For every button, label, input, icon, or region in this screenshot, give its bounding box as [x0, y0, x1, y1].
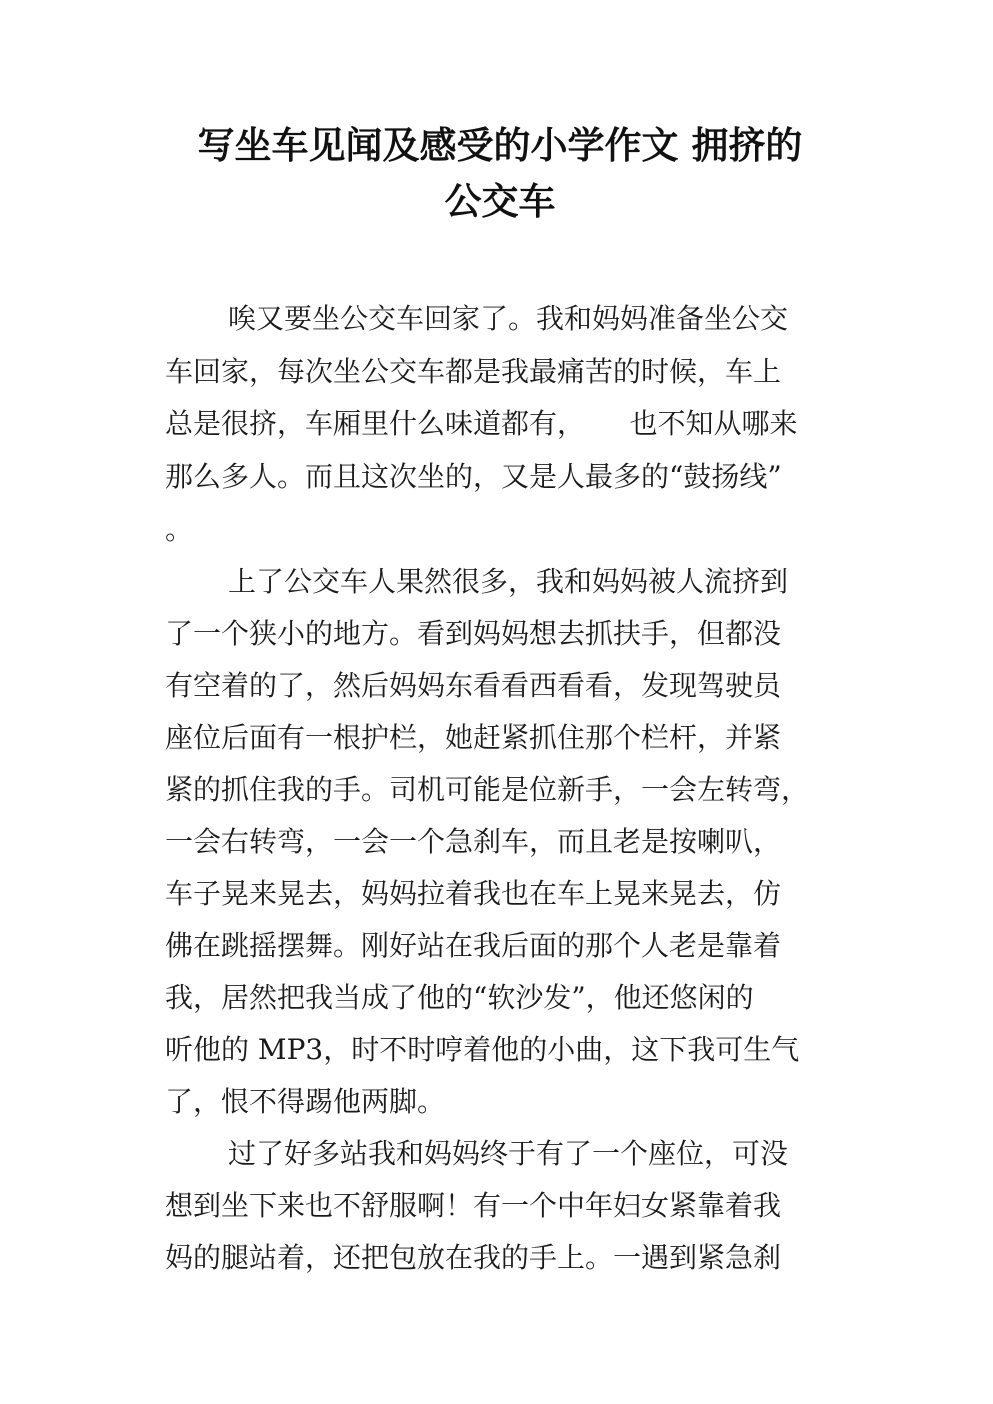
paragraph-2-line-6: 一会右转弯，一会一个急刹车，而且老是按喇叭， [165, 825, 782, 858]
paragraph-2-line-11: 了，恨不得踢他两脚。 [165, 1085, 446, 1118]
paragraph-2-line-1: 上了公交车人果然很多，我和妈妈被人流挤到 [228, 565, 789, 598]
paragraph-1-line-3: 总是很挤，车厢里什么味道都有， 也不知从哪来 [165, 407, 798, 440]
paragraph-2-line-7: 车子晃来晃去，妈妈拉着我也在车上晃来晃去，仿 [165, 877, 782, 910]
paragraph-2-line-4: 座位后面有一根护栏，她赶紧抓住那个栏杆，并紧 [165, 721, 782, 754]
paragraph-1-line-2: 车回家，每次坐公交车都是我最痛苦的时候，车上 [165, 355, 782, 388]
paragraph-1-line-5: 。 [165, 513, 194, 546]
paragraph-1-line-1: 唉又要坐公交车回家了。我和妈妈准备坐公交 [228, 302, 789, 335]
paragraph-3-line-3: 妈的腿站着，还把包放在我的手上。一遇到紧急刹 [165, 1241, 782, 1274]
paragraph-2-line-8: 佛在跳摇摆舞。刚好站在我后面的那个人老是靠着 [165, 929, 782, 962]
title-line-1: 写坐车见闻及感受的小学作文 拥挤的 [197, 124, 803, 167]
paragraph-1-line-4: 那么多人。而且这次坐的，又是人最多的“鼓扬线” [165, 460, 782, 493]
paragraph-2-line-9: 我，居然把我当成了他的“软沙发”，他还悠闲的 [165, 981, 754, 1014]
paragraph-2-line-10: 听他的 MP3，时不时哼着他的小曲，这下我可生气 [165, 1033, 800, 1066]
paragraph-2-line-5: 紧的抓住我的手。司机可能是位新手，一会左转弯， [165, 773, 810, 806]
paragraph-2-line-3: 有空着的了，然后妈妈东看看西看看，发现驾驶员 [165, 669, 782, 702]
paragraph-3-line-1: 过了好多站我和妈妈终于有了一个座位，可没 [228, 1137, 789, 1170]
paragraph-3-line-2: 想到坐下来也不舒服啊！有一个中年妇女紧靠着我 [165, 1189, 782, 1222]
paragraph-2-line-2: 了一个狭小的地方。看到妈妈想去抓扶手，但都没 [165, 617, 782, 650]
title-line-2: 公交车 [444, 180, 556, 223]
